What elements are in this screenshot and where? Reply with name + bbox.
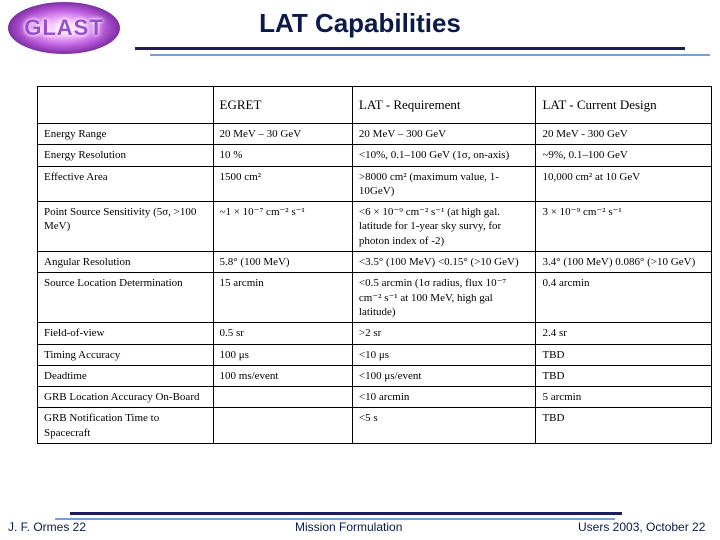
table-row: [38, 145, 712, 166]
footer-date: Users 2003, October 22: [578, 520, 706, 534]
header-rule-light: [150, 54, 710, 56]
row-label: Field-of-view: [38, 323, 214, 344]
row-label: GRB Location Accuracy On-Board: [38, 387, 214, 408]
current-design-value: ~9%, 0.1–100 GeV: [536, 145, 712, 166]
requirement-value: <5 s: [352, 408, 536, 444]
current-design-value: 0.4 arcmin: [536, 273, 712, 323]
current-design-value: 20 MeV - 300 GeV: [536, 124, 712, 145]
column-header-requirement: LAT - Requirement: [352, 87, 536, 124]
row-label: Effective Area: [38, 166, 214, 202]
requirement-value: <10 arcmin: [352, 387, 536, 408]
egret-value: 20 MeV – 30 GeV: [213, 124, 352, 145]
row-label: Point Source Sensitivity (5σ, >100 MeV): [38, 202, 214, 252]
current-design-value: TBD: [536, 408, 712, 444]
table-header-row: [38, 87, 712, 124]
column-header-egret: EGRET: [213, 87, 352, 124]
current-design-value: 10,000 cm² at 10 GeV: [536, 166, 712, 202]
row-label: Energy Range: [38, 124, 214, 145]
logo-text: GLAST: [24, 15, 104, 40]
current-design-value: TBD: [536, 365, 712, 386]
current-design-value: TBD: [536, 344, 712, 365]
requirement-value: <10%, 0.1–100 GeV (1σ, on-axis): [352, 145, 536, 166]
table-row: [38, 202, 712, 252]
egret-value: [213, 408, 352, 444]
table-row: [38, 323, 712, 344]
egret-value: 100 μs: [213, 344, 352, 365]
egret-value: ~1 × 10⁻⁷ cm⁻² s⁻¹: [213, 202, 352, 252]
table-row: [38, 166, 712, 202]
footer-rule-dark: [70, 512, 622, 515]
egret-value: 10 %: [213, 145, 352, 166]
glast-logo: [8, 2, 120, 54]
footer-author: J. F. Ormes 22: [8, 520, 87, 534]
requirement-value: >8000 cm² (maximum value, 1-10GeV): [352, 166, 536, 202]
current-design-value: 3.4° (100 MeV) 0.086° (>10 GeV): [536, 252, 712, 273]
requirement-value: <6 × 10⁻⁹ cm⁻² s⁻¹ (at high gal. latitude for 1-year sky survy, for photon index of -2): [352, 202, 536, 252]
row-label: Energy Resolution: [38, 145, 214, 166]
table-row: [38, 124, 712, 145]
egret-value: 0.5 sr: [213, 323, 352, 344]
table-row: [38, 344, 712, 365]
requirement-value: 20 MeV – 300 GeV: [352, 124, 536, 145]
egret-value: 5.8° (100 MeV): [213, 252, 352, 273]
row-label: Angular Resolution: [38, 252, 214, 273]
requirement-value: <0.5 arcmin (1σ radius, flux 10⁻⁷ cm⁻² s⁻¹ at 100 MeV, high gal latitude): [352, 273, 536, 323]
row-label: GRB Notification Time to Spacecraft: [38, 408, 214, 444]
table-row: [38, 273, 712, 323]
footer-center-text: Mission Formulation: [295, 520, 403, 534]
page-title: LAT Capabilities: [259, 8, 461, 38]
requirement-value: <3.5° (100 MeV) <0.15° (>10 GeV): [352, 252, 536, 273]
current-design-value: 5 arcmin: [536, 387, 712, 408]
egret-value: [213, 387, 352, 408]
egret-value: 15 arcmin: [213, 273, 352, 323]
table-row: [38, 252, 712, 273]
requirement-value: <100 μs/event: [352, 365, 536, 386]
current-design-value: 2.4 sr: [536, 323, 712, 344]
current-design-value: 3 × 10⁻⁹ cm⁻² s⁻¹: [536, 202, 712, 252]
egret-value: 1500 cm²: [213, 166, 352, 202]
egret-value: 100 ms/event: [213, 365, 352, 386]
row-label: Deadtime: [38, 365, 214, 386]
table-row: [38, 365, 712, 386]
row-label: Source Location Determination: [38, 273, 214, 323]
table-row: [38, 387, 712, 408]
column-header-current-design: LAT - Current Design: [536, 87, 712, 124]
capabilities-table: [37, 86, 712, 444]
column-header-parameter: [38, 87, 214, 124]
requirement-value: >2 sr: [352, 323, 536, 344]
header-rule-dark: [135, 47, 685, 50]
table-row: [38, 408, 712, 444]
requirement-value: <10 μs: [352, 344, 536, 365]
row-label: Timing Accuracy: [38, 344, 214, 365]
